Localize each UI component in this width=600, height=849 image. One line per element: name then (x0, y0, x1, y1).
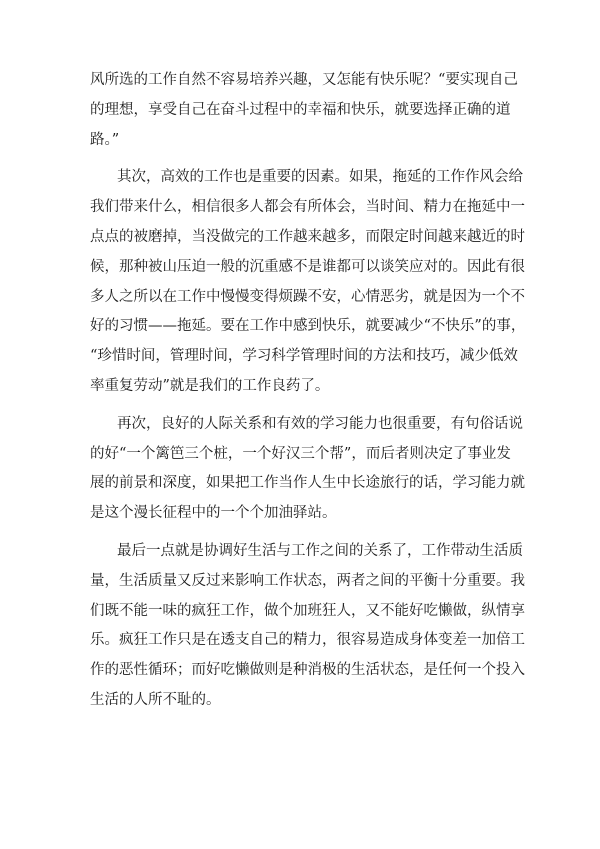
text-line: 乐。疯狂工作只是在透支自己的精力，很容易造成身体变差一加倍工 (90, 632, 525, 649)
text-line: 作的恶性循环；而好吃懒做则是种消极的生活状态，是任何一个投入 (90, 662, 525, 679)
paragraph-continuation (90, 66, 518, 155)
text-line: 率重复劳动”就是我们的工作良药了。 (90, 377, 330, 394)
text-line: 是这个漫长征程中的一个个加油驿站。 (90, 505, 337, 522)
text-line: 路。” (90, 131, 120, 148)
text-line: 们既不能一味的疯狂工作，做个加班狂人，又不能好吃懒做，纵情享 (90, 602, 525, 619)
body-text (90, 66, 526, 724)
text-line: 风所选的工作自然不容易培养兴趣，又怎能有快乐呢？“要实现自己 (90, 72, 518, 88)
text-line: 生活的人所不耻的。 (90, 691, 221, 708)
text-line: 的好“一个篱笆三个桩，一个好汉三个帮”，而后者则决定了事业发 (90, 445, 511, 462)
paragraph-life-balance (90, 537, 525, 716)
text-line: 展的前景和深度，如果把工作当作人生中长途旅行的话，学习能力就 (90, 475, 525, 492)
text-line: 的理想，享受自己在奋斗过程中的幸福和快乐，就要选择正确的道 (90, 101, 511, 118)
text-line: 量，生活质量又反过来影响工作状态，两者之间的平衡十分重要。我 (90, 572, 525, 589)
text-line: “珍惜时间，管理时间，学习科学管理时间的方法和技巧，减少低效 (90, 348, 518, 365)
text-line: 好的习惯——拖延。要在工作中感到快乐，就要减少“不快乐”的事， (90, 318, 526, 335)
paragraph-efficiency (90, 163, 526, 401)
text-line: 最后一点就是协调好生活与工作之间的关系了，工作带动生活质 (117, 542, 523, 559)
text-line: 点点的被磨掉，当没做完的工作越来越多，而限定时间越来越近的时 (90, 228, 525, 245)
text-line: 多人之所以在工作中慢慢变得烦躁不安，心情恶劣，就是因为一个不 (90, 288, 525, 305)
text-line: 其次，高效的工作也是重要的因素。如果，拖延的工作作风会给 (117, 169, 523, 186)
text-line: 再次，良好的人际关系和有效的学习能力也很重要，有句俗话说 (117, 415, 523, 432)
text-line: 候，那种被山压迫一般的沉重感不是谁都可以谈笑应对的。因此有很 (90, 258, 525, 275)
paragraph-relationships (90, 410, 525, 529)
text-line: 我们带来什么，相信很多人都会有所体会，当时间、精力在拖延中一 (90, 199, 525, 216)
